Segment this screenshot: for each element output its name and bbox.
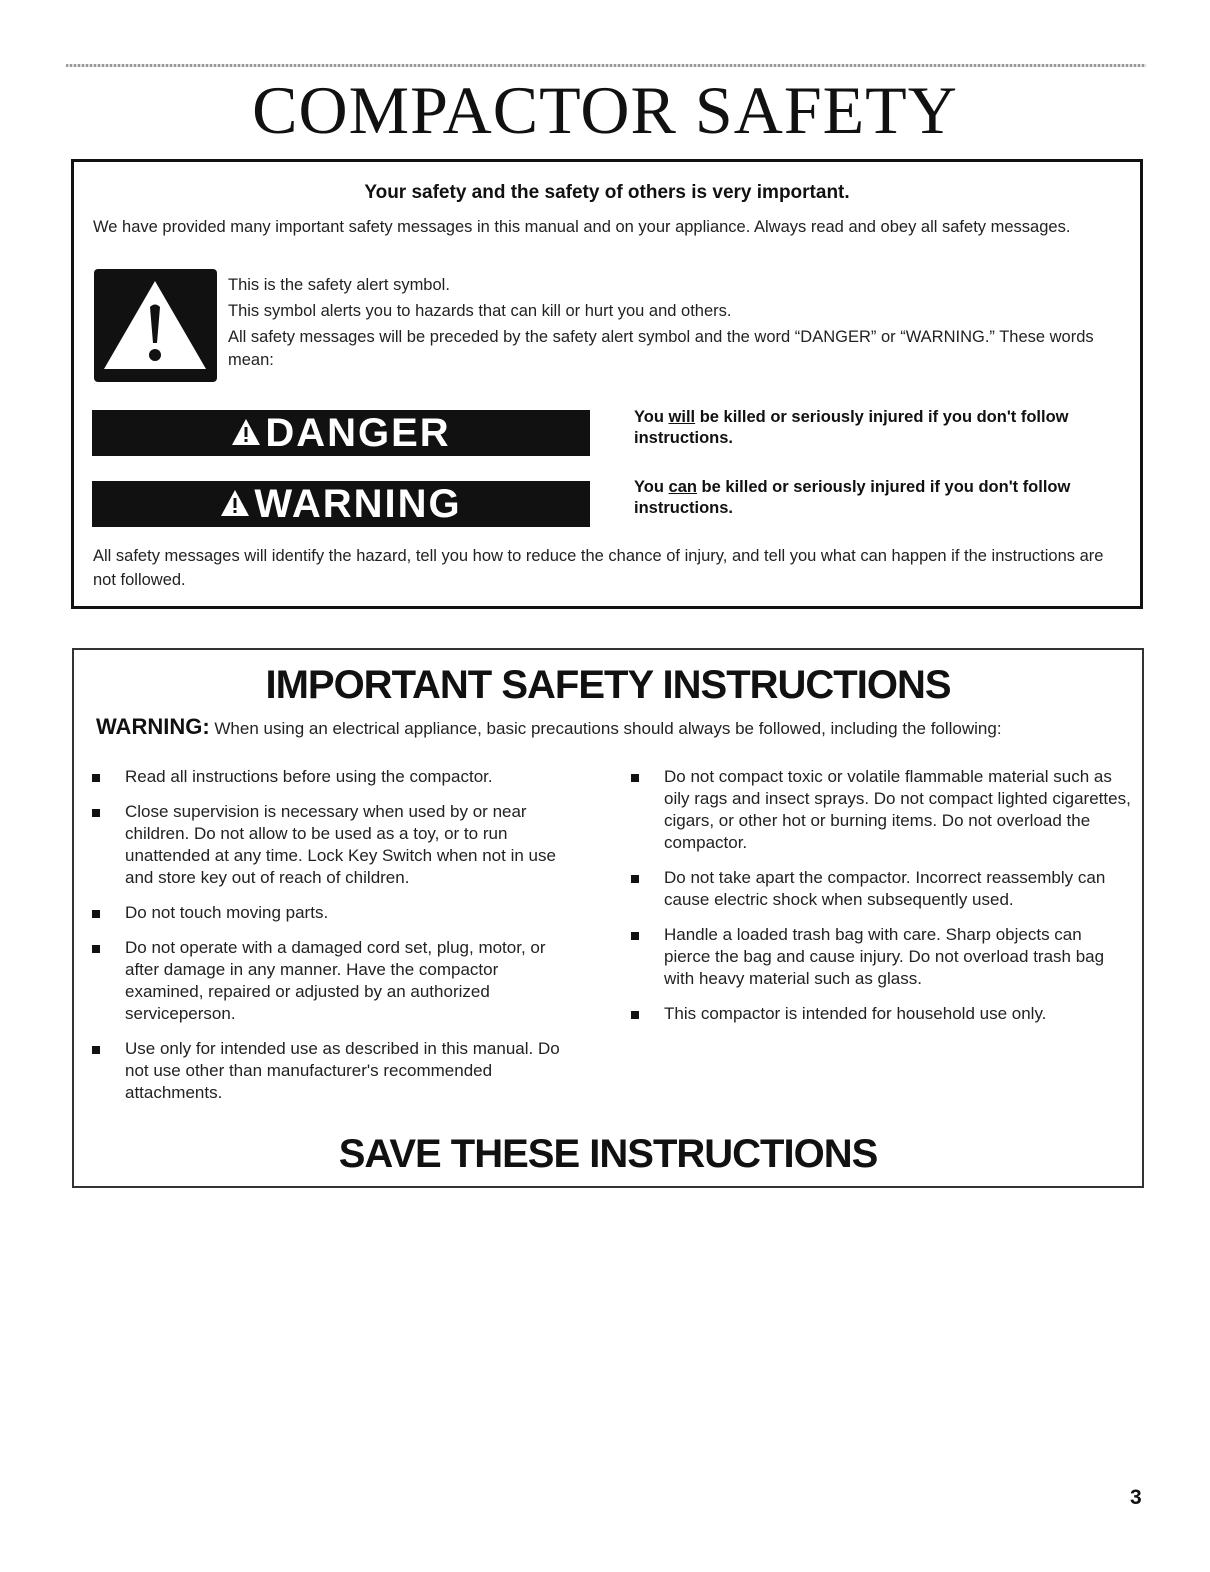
- instructions-right-column: [631, 766, 1131, 1038]
- danger-def-emphasis: will: [668, 408, 696, 426]
- list-item: [92, 902, 572, 924]
- bullet-icon: [631, 1011, 639, 1019]
- safety-subhead: Your safety and the safety of others is very important.: [364, 182, 850, 203]
- bullet-icon: [631, 875, 639, 883]
- alert-triangle-icon: [220, 482, 250, 527]
- safety-outro: All safety messages will identify the hazard, tell you how to reduce the chance of injury, and tell you what can happen if the instructions are not followed.: [93, 547, 1104, 589]
- bullet-icon: [92, 945, 100, 953]
- list-item: [92, 1038, 572, 1104]
- safety-intro: We have provided many important safety messages in this manual and on your appliance. Always read and obey all safety messages.: [93, 218, 1071, 236]
- list-item-text: Do not compact toxic or volatile flammable material such as oily rags and insect sprays. Do not compact lighted cigarettes, cigars, or other hot or burning items. Do not overload the compactor.: [664, 767, 1131, 852]
- warning-prefix: WARNING:: [96, 714, 210, 739]
- list-item-text: Use only for intended use as described in this manual. Do not use other than manufacturer's recommended attachments.: [125, 1039, 560, 1102]
- symbol-line: All safety messages will be preceded by the safety alert symbol and the word “DANGER” or “WARNING.” These words mean:: [228, 328, 1094, 369]
- warning-signal-bar: [92, 481, 590, 527]
- bullet-icon: [631, 932, 639, 940]
- save-instructions-title: SAVE THESE INSTRUCTIONS: [338, 1132, 878, 1176]
- bullet-icon: [92, 809, 100, 817]
- list-item-text: Close supervision is necessary when used by or near children. Do not allow to be used as a toy, or to run unattended at any time. Lock Key Switch when not in use and store key out of reach of children.: [125, 802, 556, 887]
- list-item-text: Do not touch moving parts.: [125, 903, 329, 922]
- safety-alert-icon: [94, 269, 217, 382]
- list-item: [92, 937, 572, 1025]
- instructions-warning: [96, 716, 1116, 739]
- danger-def-suffix: be killed or seriously injured if you don't follow instructions.: [634, 408, 1069, 447]
- symbol-description: [228, 274, 1098, 375]
- list-item-text: Read all instructions before using the compactor.: [125, 767, 493, 786]
- danger-signal-bar: [92, 410, 590, 456]
- symbol-line: This is the safety alert symbol.: [228, 276, 450, 294]
- list-item: [631, 867, 1131, 911]
- list-item-text: Do not operate with a damaged cord set, plug, motor, or after damage in any manner. Have the compactor examined, repaired or adjusted by an authorized serviceperson.: [125, 938, 546, 1023]
- safety-message-box: [71, 159, 1143, 609]
- instructions-title: IMPORTANT SAFETY INSTRUCTIONS: [265, 663, 951, 707]
- warning-definition: [634, 477, 1134, 519]
- list-item: [92, 801, 572, 889]
- instructions-box: [72, 648, 1144, 1188]
- warning-def-suffix: be killed or seriously injured if you don't follow instructions.: [634, 478, 1071, 517]
- list-item: [631, 924, 1131, 990]
- symbol-line: This symbol alerts you to hazards that can kill or hurt you and others.: [228, 302, 732, 320]
- warning-def-emphasis: can: [668, 478, 697, 496]
- list-item: [631, 1003, 1131, 1025]
- bullet-icon: [92, 910, 100, 918]
- warning-def-prefix: You: [634, 478, 669, 496]
- bullet-icon: [92, 1046, 100, 1054]
- list-item-text: This compactor is intended for household use only.: [664, 1004, 1047, 1023]
- warning-label: WARNING: [254, 481, 462, 526]
- instructions-left-column: [92, 766, 572, 1117]
- page-title: COMPACTOR SAFETY: [252, 72, 958, 148]
- top-rule: [66, 64, 1146, 67]
- list-item: [631, 766, 1131, 854]
- danger-label: DANGER: [265, 410, 451, 455]
- bullet-icon: [631, 774, 639, 782]
- danger-definition: [634, 407, 1134, 449]
- list-item: [92, 766, 572, 788]
- bullet-icon: [92, 774, 100, 782]
- danger-def-prefix: You: [634, 408, 669, 426]
- page-number: 3: [1130, 1486, 1142, 1509]
- alert-triangle-icon: [231, 411, 261, 456]
- warning-text: When using an electrical appliance, basic precautions should always be followed, including the following:: [209, 719, 1002, 738]
- list-item-text: Do not take apart the compactor. Incorrect reassembly can cause electric shock when subsequently used.: [664, 868, 1106, 909]
- list-item-text: Handle a loaded trash bag with care. Sharp objects can pierce the bag and cause injury. Do not overload trash bag with heavy material such as glass.: [664, 925, 1105, 988]
